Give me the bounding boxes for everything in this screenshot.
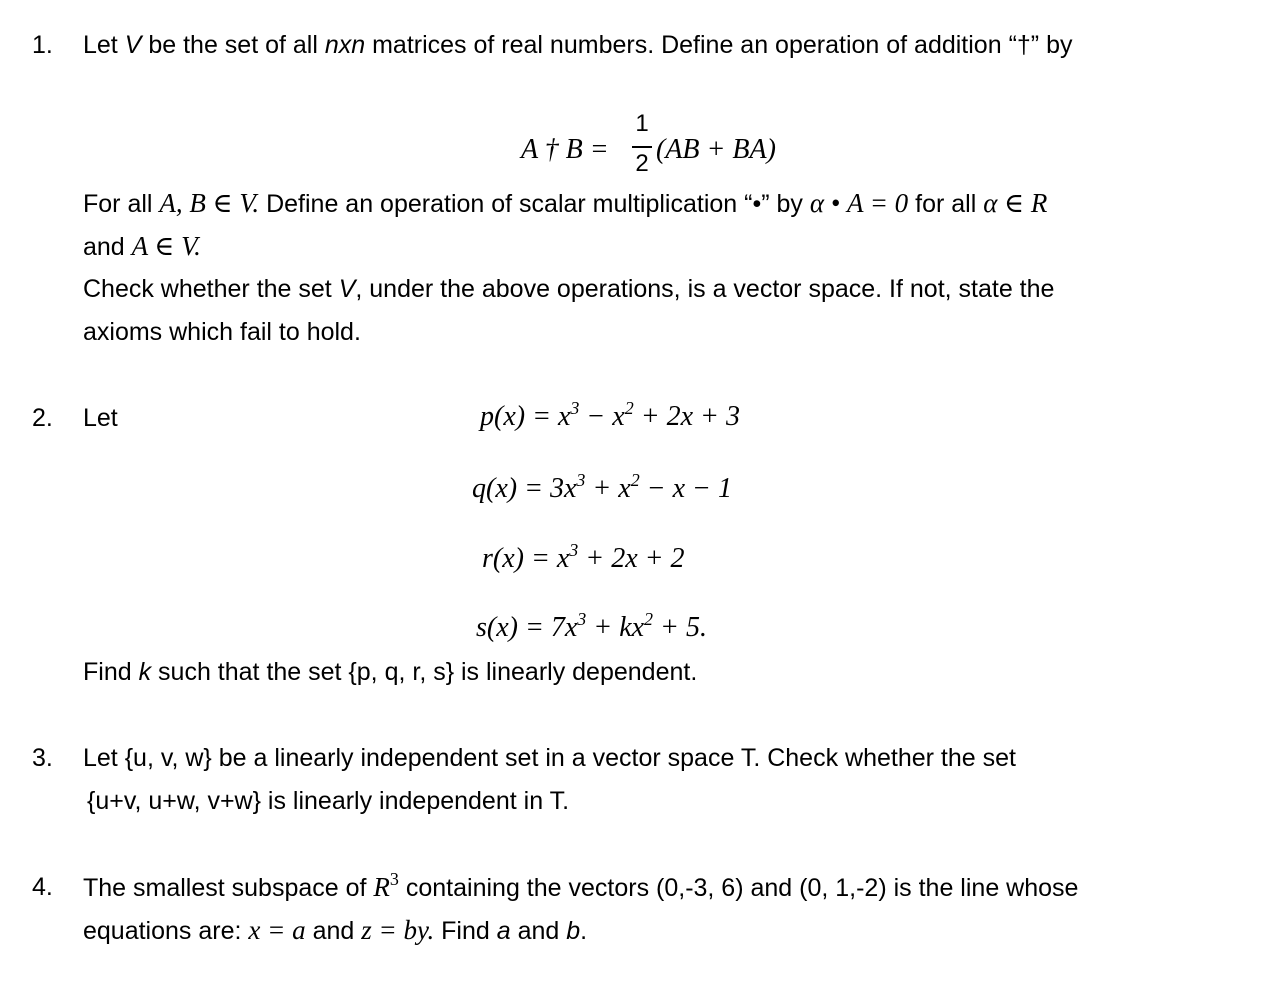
- question-3-number: 3.: [32, 744, 53, 772]
- q1-math: A, B ∈ V.: [159, 188, 260, 218]
- q4-text: .: [580, 917, 588, 945]
- q4-math: x = a: [248, 915, 306, 945]
- q4-math: z = by.: [361, 915, 435, 945]
- q2-text: such that the set {p, q, r, s} is linearly dependent.: [151, 658, 698, 686]
- q4-text: containing the vectors (0,-3, 6) and (0, 1,-2) is the line whose: [398, 874, 1079, 902]
- question-1-line-4: [83, 231, 201, 262]
- question-3-line-1: Let {u, v, w} be a linearly independent set in a vector space T. Check whether the set: [83, 744, 1016, 772]
- question-4-line-1: [83, 869, 1079, 903]
- q2-polynomial-p: [480, 398, 740, 433]
- question-1-line-6: axioms which fail to hold.: [83, 318, 361, 346]
- q1-text: Let: [83, 31, 125, 59]
- s-exp: 2: [644, 609, 654, 629]
- q1-text: For all: [83, 190, 160, 218]
- s-lhs: s(x) = 7x: [476, 612, 578, 643]
- q2-polynomial-q: [472, 470, 732, 505]
- q1-text: , under the above operations, is a vector space. If not, state the: [355, 275, 1055, 303]
- question-3-line-2: {u+v, u+w, v+w} is linearly independent in T.: [87, 787, 570, 815]
- p-rhs: + 2x + 3: [633, 401, 740, 432]
- q1-text: for all: [908, 190, 984, 218]
- q1-text: Define an operation of scalar multiplication “•” by: [259, 190, 810, 218]
- q1-fraction-bar: [632, 146, 652, 148]
- question-1-line-1: [83, 30, 1072, 60]
- q1-var-v: V: [338, 275, 356, 303]
- q1-equation-left: A † B =: [521, 134, 609, 165]
- p-exp: 2: [624, 398, 634, 418]
- q-rhs: − x − 1: [639, 473, 732, 504]
- q1-text: matrices of real numbers. Define an operation of addition “†” by: [365, 31, 1073, 59]
- r-lhs: r(x) = x: [482, 543, 570, 574]
- question-2-number: 2.: [32, 404, 53, 432]
- q-exp: 2: [630, 470, 640, 490]
- question-2-find: [83, 657, 697, 687]
- question-4-number: 4.: [32, 873, 53, 901]
- q1-text: be the set of all: [141, 31, 325, 59]
- q2-polynomial-s: [476, 609, 707, 644]
- question-1-number: 1.: [32, 31, 53, 59]
- p-mid: − x: [579, 401, 625, 432]
- question-1-line-5: [83, 274, 1054, 304]
- q2-var-k: k: [138, 658, 152, 686]
- q4-var-a: a: [496, 917, 511, 945]
- q1-math: α • A = 0: [809, 188, 909, 218]
- q1-math: α ∈ R: [983, 188, 1048, 218]
- question-2-let: Let: [83, 404, 118, 432]
- q4-var-b: b: [566, 917, 581, 945]
- q2-text: Find: [83, 658, 139, 686]
- r-rhs: + 2x + 2: [578, 543, 685, 574]
- q4-r: R: [373, 872, 390, 902]
- q2-polynomial-r: [482, 540, 685, 575]
- r-exp: 3: [569, 540, 579, 560]
- q1-math: A ∈ V.: [131, 231, 201, 261]
- p-lhs: p(x) = x: [480, 401, 571, 432]
- q4-text: The smallest subspace of: [83, 874, 374, 902]
- q4-text: and: [510, 917, 567, 945]
- q4-text: equations are:: [83, 917, 249, 945]
- p-exp: 3: [570, 398, 580, 418]
- q1-fraction-numerator: 1: [635, 110, 649, 137]
- q4-text: Find: [434, 917, 497, 945]
- question-1-line-3: [83, 188, 1047, 219]
- q1-nxn: nxn: [324, 31, 366, 59]
- s-mid: + kx: [586, 612, 645, 643]
- s-exp: 3: [577, 609, 587, 629]
- q1-equation-right: (AB + BA): [656, 134, 776, 165]
- q-lhs: q(x) = 3x: [472, 473, 577, 504]
- q1-fraction-denominator: 2: [635, 150, 649, 177]
- q1-text: Check whether the set: [83, 275, 339, 303]
- s-rhs: + 5.: [653, 612, 707, 643]
- q1-var-v: V: [124, 31, 142, 59]
- q-exp: 3: [576, 470, 586, 490]
- q4-text: and: [305, 917, 362, 945]
- q4-exp: 3: [389, 869, 399, 889]
- question-4-line-2: [83, 915, 587, 946]
- q1-text: and: [83, 233, 132, 261]
- q-mid: + x: [585, 473, 631, 504]
